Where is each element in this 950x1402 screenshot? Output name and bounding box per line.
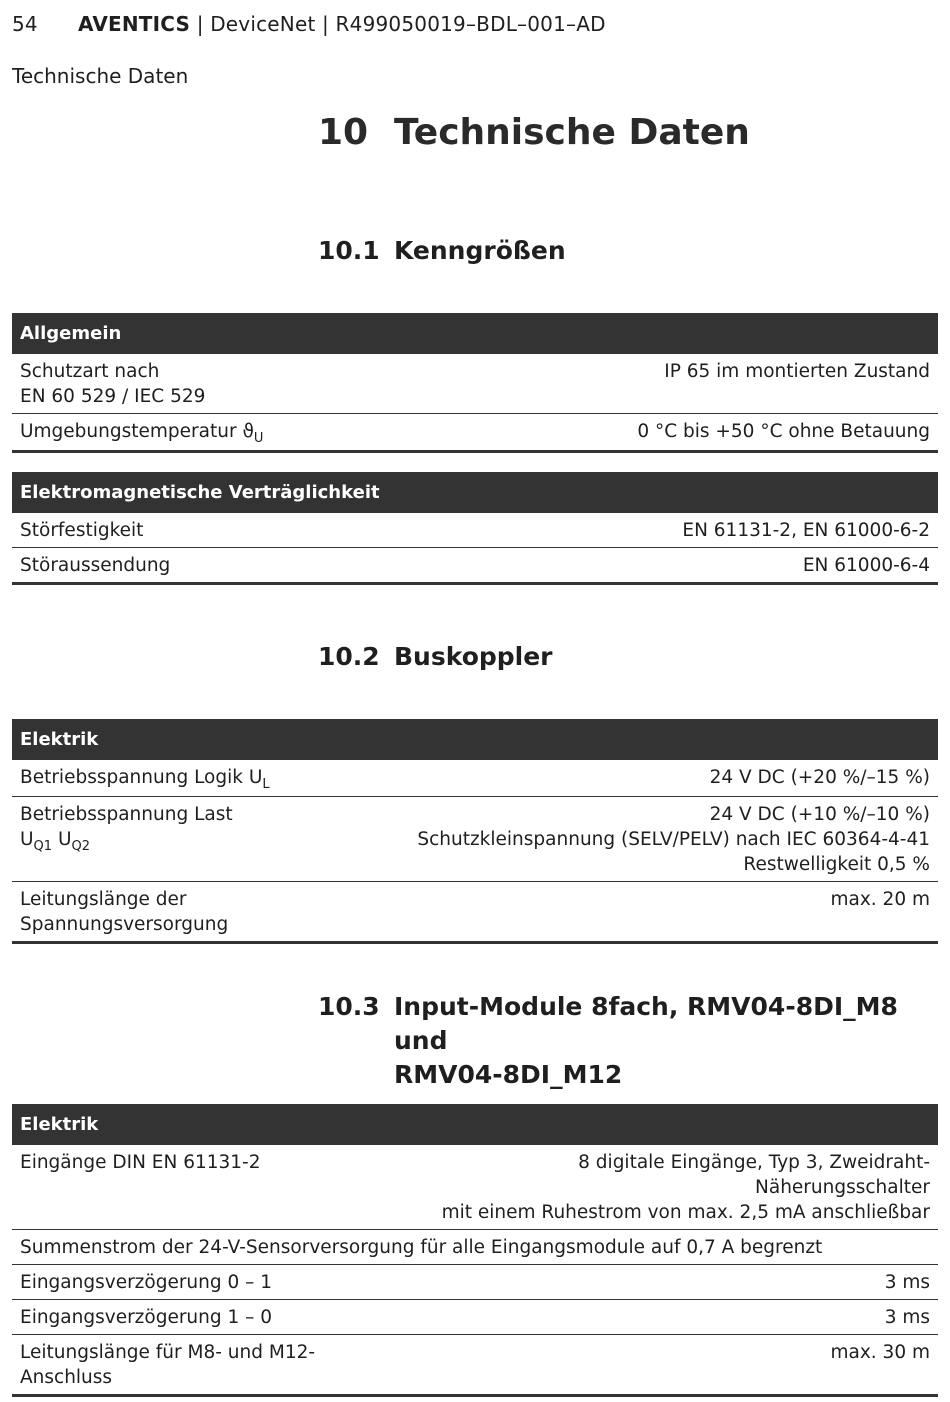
label-line: Leitungslänge der [20,889,187,910]
table-header: Elektrik [12,1104,938,1145]
row-value: EN 61131-2, EN 61000-6-2 [370,513,938,548]
row-label: Eingangsverzögerung 1 – 0 [12,1300,408,1335]
label-text: U [20,829,34,850]
table-row [12,1265,938,1300]
section-number: 10.1 [318,236,380,265]
label-line: EN 60 529 / IEC 529 [20,386,206,407]
value-line: 24 V DC (+10 %/–10 %) [709,804,930,825]
title-line: Input-Module 8fach, RMV04-8DI_M8 und [394,992,898,1055]
label-line: Spannungsversorgung [20,914,229,935]
table-emc [12,472,938,585]
value-line: Schutzkleinspannung (SELV/PELV) nach IEC 60364-4-41 [417,829,930,850]
row-note: Summenstrom der 24-V-Sensorversorgung für alle Eingangsmodule auf 0,7 A begrenzt [12,1230,938,1265]
row-label: Störfestigkeit [12,513,370,548]
label-subscript: U [253,431,264,446]
label-line [20,827,314,854]
row-value: max. 20 m [322,882,938,943]
section-title [394,990,914,1092]
table-row [12,1300,938,1335]
table-row [12,1335,938,1396]
row-value: 3 ms [408,1300,938,1335]
section-number: 10.3 [318,992,380,1021]
row-label [12,760,322,797]
label-subscript: Q2 [71,839,90,854]
running-title: Technische Daten [12,64,189,88]
table-row [12,548,938,584]
section-heading-10-3 [318,990,914,1092]
row-value: 24 V DC (+20 %/–15 %) [322,760,938,797]
table-row [12,1145,938,1230]
table-input-module-elektrik [12,1104,938,1397]
label-subscript: L [262,777,270,792]
row-value [322,797,938,882]
section-title: Kenngrößen [394,236,566,265]
section-number: 10.2 [318,642,380,671]
table-header: Allgemein [12,313,938,354]
label-text: Umgebungstemperatur ϑ [20,421,254,442]
row-value: IP 65 im montierten Zustand [435,354,938,414]
title-line: RMV04-8DI_M12 [394,1060,623,1089]
table-row [12,760,938,797]
section-title: Buskoppler [394,642,553,671]
chapter-title: Technische Daten [394,112,750,153]
section-heading-10-2 [318,640,914,674]
table-row [12,354,938,414]
label-line: Schutzart nach [20,361,160,382]
row-label: Eingänge DIN EN 61131-2 [12,1145,408,1230]
row-value: max. 30 m [408,1335,938,1396]
label-text: U [52,829,72,850]
value-line: 8 digitale Eingänge, Typ 3, Zweidraht-Näherungsschalter [578,1152,930,1198]
row-value: 3 ms [408,1265,938,1300]
row-label [12,797,322,882]
table-row [12,882,938,943]
row-label [12,354,435,414]
chapter-number: 10 [318,112,369,153]
table-general [12,313,938,453]
table-row [12,513,938,548]
row-label: Störaussendung [12,548,370,584]
row-label [12,414,435,452]
table-row [12,797,938,882]
table-row [12,1230,938,1265]
table-row [12,414,938,452]
section-heading-10-1 [318,234,914,268]
value-line: mit einem Ruhestrom von max. 2,5 mA anschließbar [441,1202,930,1223]
page-number: 54 [12,12,38,36]
brand-name: AVENTICS [78,12,191,36]
row-value: 0 °C bis +50 °C ohne Betauung [435,414,938,452]
label-subscript: Q1 [33,839,53,854]
row-value: EN 61000-6-4 [370,548,938,584]
value-line: Restwelligkeit 0,5 % [743,854,930,875]
row-label: Leitungslänge für M8- und M12-Anschluss [12,1335,408,1396]
chapter-heading [318,112,750,153]
label-text: Betriebsspannung Logik U [20,767,263,788]
table-header: Elektromagnetische Verträglichkeit [12,472,938,513]
row-label [12,882,322,943]
row-label: Eingangsverzögerung 0 – 1 [12,1265,408,1300]
page-header [12,12,606,36]
document-info: | DeviceNet | R499050019–BDL–001–AD [190,12,606,36]
table-header: Elektrik [12,719,938,760]
table-buskoppler-elektrik [12,719,938,944]
label-line: Betriebsspannung Last [20,804,233,825]
row-value [408,1145,938,1230]
